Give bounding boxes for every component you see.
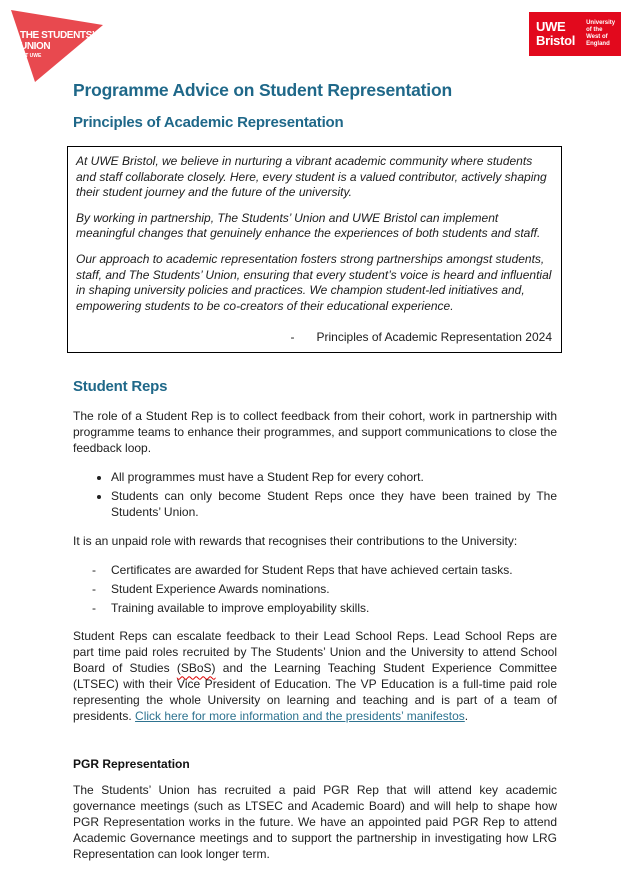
students-union-logo-line1: THE STUDENTS’ [20,30,95,41]
escalation-text-pre: Student Reps can escalate feedback to their Lead School Reps. Lead School Reps are part time paid roles recruited by The Students’ Union and the University to attend School Board of Studies [73,629,557,676]
dash-item: - Training available to improve employability skills. [111,601,557,617]
bullet-item: • All programmes must have a Student Rep for every cohort. [111,470,557,486]
section-heading-pgr: PGR Representation [73,757,190,772]
section-heading-student-reps: Student Reps [73,377,168,395]
uwe-bristol-tagline [586,20,615,49]
uwe-tagline-line3: West of [586,34,608,40]
dash-item: - Student Experience Awards nominations. [111,582,557,598]
uwe-bristol-logo [529,12,621,56]
uwe-wordmark-line2: Bristol [536,33,576,48]
principles-quote-box [67,146,562,353]
document-header [0,0,629,80]
students-union-logo-line2: UNION [20,41,51,52]
uwe-bristol-wordmark [536,20,575,47]
rewards-dash-list [73,563,557,617]
page-title: Programme Advice on Student Representation [73,80,452,100]
students-union-logo [9,8,113,86]
uwe-wordmark-line1: UWE [536,19,566,35]
student-reps-intro: The role of a Student Rep is to collect feedback from their cohort, work in partnership with programme teams to enhance their programmes, and support communications to close the feedback loop. [73,408,557,455]
quote-paragraph-1: At UWE Bristol, we believe in nurturing a vibrant academic community where students and staff collaborate closely. Here, every student is a valued contributor, actively shaping their student journey and the future of the university. [76,154,547,200]
attribution-dash: - [290,330,295,345]
uwe-tagline-line4: England [586,41,610,48]
students-union-logo-line3: AT UWE [22,53,42,59]
quote-paragraph-3: Our approach to academic representation fosters strong partnerships amongst students, staff, and The Students’ Union, ensuring that every student’s voice is heard and influential in shaping university policies and practices. We champion student-led initiatives and, empowering students to be co-creators of their educational experience. [76,251,552,313]
student-reps-bullet-list [73,470,557,521]
pgr-paragraph: The Students’ Union has recruited a paid PGR Rep that will attend key academic governance meetings (such as LTSEC and Academic Board) and will help to shape how PGR Representation works in the future. We have an appointed paid PGR Rep to attend Academic Governance meetings and to support the partnership in investigating how LRG Representation can look longer term. [73,783,557,861]
dash-item: - Certificates are awarded for Student Reps that have achieved certain tasks. [111,563,557,579]
document-content [0,80,629,863]
uwe-tagline-line1: University [586,19,616,26]
sbos-spellcheck-word: (SBoS) [176,661,216,676]
bullet-item: • Students can only become Student Reps once they have been trained by The Students’ Union. [111,489,557,521]
escalation-paragraph [73,629,557,725]
unpaid-role-line: It is an unpaid role with rewards that recognises their contributions to the University: [73,533,518,548]
quote-paragraph-2: By working in partnership, The Students’ Union and UWE Bristol can implement meaningful changes that genuinely enhance the experiences of both students and staff. [76,210,541,241]
escalation-text-post: . [464,709,469,724]
attribution-text: Principles of Academic Representation 2024 [316,330,552,345]
quote-attribution [76,330,552,346]
escalation-text-mid: and the Learning Teaching Student Experience Committee (LTSEC) with their Vice President of Education. The VP Education is a full-time paid role representing the whole University on learning and teaching and is part of a team of presidents. [73,661,557,724]
section-heading-principles: Principles of Academic Representation [73,114,344,131]
uwe-tagline-line2: of the [586,26,603,33]
presidents-manifestos-link[interactable]: Click here for more information and the presidents’ manifestos [135,709,465,724]
